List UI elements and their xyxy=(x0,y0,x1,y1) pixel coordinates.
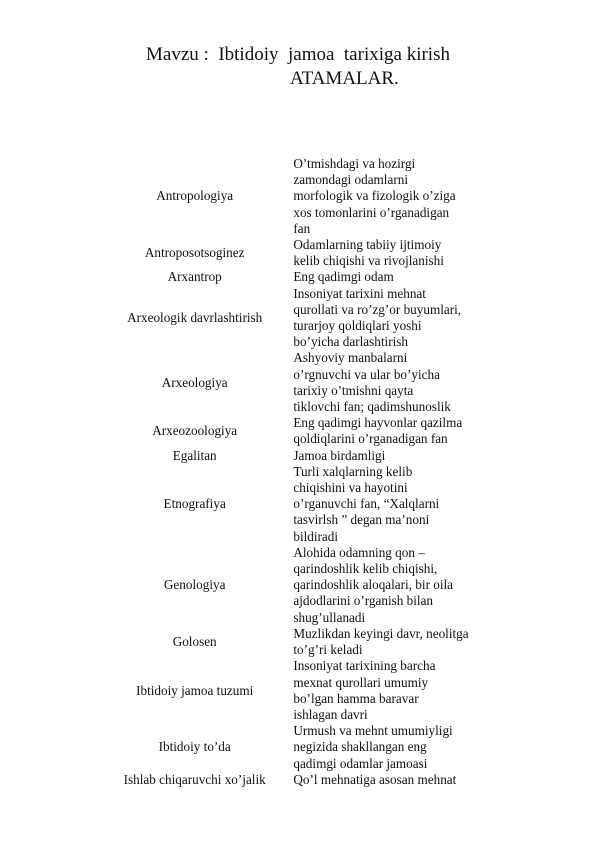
term-cell: Antropologiya xyxy=(156,188,234,204)
term-cell: Arxeologik davrlashtirish xyxy=(127,309,263,325)
term-cell: Arxeologiya xyxy=(161,374,228,390)
definition-cell: Urmush va mehnt umumiyligi negizida shakllangan eng qadimgi odamlar jamoasi xyxy=(293,723,453,771)
definition-cell: Alohida odamning qon – qarindoshlik kelib chiqishi, qarindoshlik aloqalari, bir oila ajdodlarini o’rganish bilan shug’ullanadi xyxy=(293,544,454,625)
term-cell: Golosen xyxy=(172,633,217,649)
glossary-row xyxy=(100,156,490,237)
definition-cell: Eng qadimgi odam xyxy=(293,269,394,285)
term-cell: Ibtidoiy to’da xyxy=(158,739,231,755)
term-cell: Ibtidoiy jamoa tuzumi xyxy=(136,682,254,698)
page-title: Mavzu : Ibtidoiy jamoa tarixiga kirish xyxy=(146,44,450,65)
definition-cell: Qo’l mehnatiga asosan mehnat xyxy=(293,771,457,787)
definition-cell: Turli xalqlarning kelib chiqishini va hayotini o’rganuvchi fan, “Xalqlarni tasvirlsh ” degan ma’noni bildiradi xyxy=(293,463,440,544)
term-cell: Antroposotsoginez xyxy=(144,245,245,261)
definition-cell: Insoniyat tarixini mehnat qurollati va ro’zg’or buyumlari, turarjoy qoldiqlari yoshi bo’yicha darlashtirish xyxy=(293,285,462,350)
definition-cell: Insoniyat tarixining barcha mexnat qurollari umumiy bo’lgan hamma baravar ishlagan davri xyxy=(293,658,436,722)
term-cell: Ishlab chiqaruvchi xo’jalik xyxy=(123,771,266,787)
glossary-row xyxy=(100,772,490,788)
page-subtitle: ATAMALAR. xyxy=(290,68,399,89)
term-cell: Etnografiya xyxy=(163,496,226,512)
definition-cell: Ashyoviy manbalarni o’rgnuvchi va ular bo’yicha tarixiy o’tmishni qayta tiklovchi fan; qadimshunoslik xyxy=(293,350,451,415)
glossary-row xyxy=(100,626,490,658)
term-cell: Arxantrop xyxy=(167,269,222,285)
glossary-row xyxy=(100,286,490,351)
glossary-row xyxy=(100,658,490,723)
glossary-row xyxy=(100,237,490,269)
glossary-row xyxy=(100,464,490,545)
glossary-row xyxy=(100,723,490,772)
glossary-row xyxy=(100,269,490,285)
glossary-row xyxy=(100,350,490,415)
definition-cell: Muzlikdan keyingi davr, neolitga to’g’ri keladi xyxy=(293,625,469,658)
definition-cell: Jamoa birdamligi xyxy=(293,447,386,463)
glossary-row xyxy=(100,545,490,626)
glossary-row xyxy=(100,448,490,464)
glossary-row xyxy=(100,415,490,447)
definition-cell: Eng qadimgi hayvonlar qazilma qoldiqlarini o’rganadigan fan xyxy=(293,415,463,447)
glossary-body xyxy=(100,156,490,788)
definition-cell: O’tmishdagi va hozirgi zamondagi odamlarni morfologik va fizologik o’ziga xos tomonlarini o’rganadigan fan xyxy=(293,156,456,236)
term-cell: Genologiya xyxy=(163,577,226,593)
term-cell: Arxeozoologiya xyxy=(152,423,238,439)
glossary-table xyxy=(100,156,490,788)
definition-cell: Odamlarning tabiiy ijtimoiy kelib chiqishi va rivojlanishi xyxy=(293,237,444,269)
term-cell: Egalitan xyxy=(172,447,217,463)
